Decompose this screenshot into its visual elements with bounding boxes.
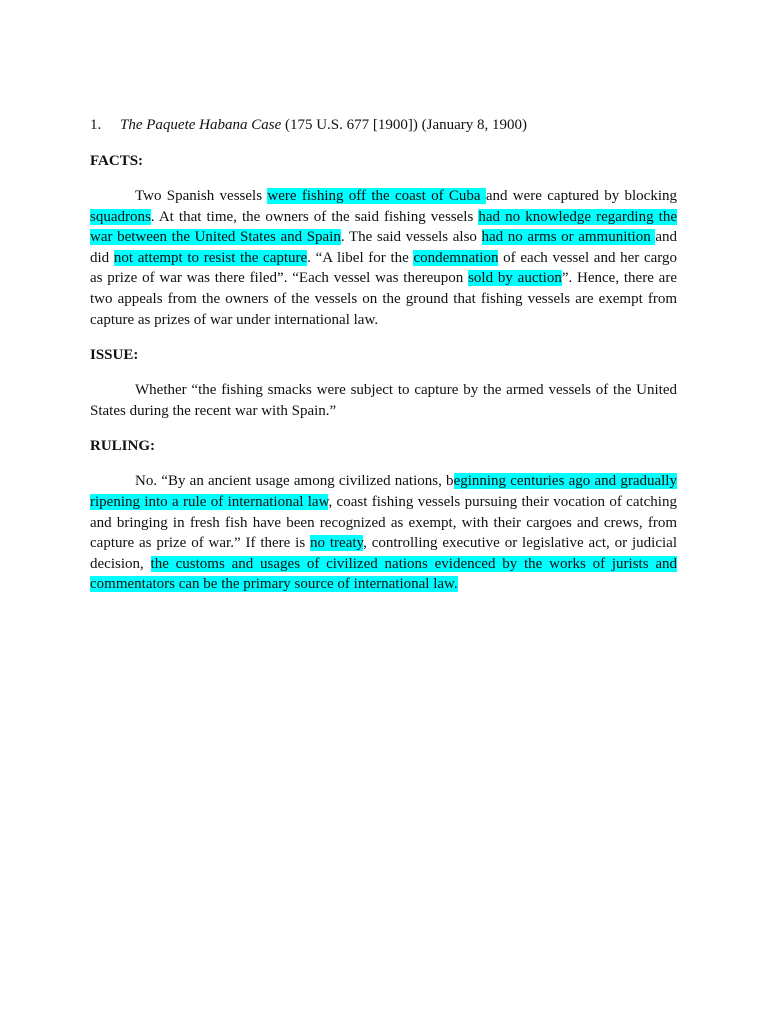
text-run: and did <box>90 229 678 266</box>
ruling-label: RULING: <box>90 438 156 455</box>
highlighted-text: sold by auction <box>468 270 562 287</box>
text-run: . At that time, the owners of the said fishing vessels <box>150 208 479 225</box>
facts-label: FACTS: <box>90 153 144 169</box>
text-run: , controlling executive or legislative act, or judicial decision, <box>90 535 677 572</box>
case-heading <box>90 114 677 136</box>
highlighted-text: condemnation <box>413 249 499 266</box>
ruling-paragraph <box>90 471 677 595</box>
facts-paragraph <box>90 186 677 330</box>
document-body <box>90 114 677 609</box>
highlighted-text: no treaty <box>310 535 364 552</box>
text-run: and were captured by blocking <box>485 188 677 204</box>
issue-paragraph <box>90 380 677 421</box>
text-run: . The said vessels also <box>340 229 482 246</box>
highlighted-text: not attempt to resist the capture <box>113 249 308 266</box>
highlighted-text: eginning centuries ago and gradually ripening into a rule of international law <box>90 473 677 510</box>
text-run: of each vessel and her cargo as prize of war was there filed”. “Each vessel was thereupon <box>90 249 678 287</box>
highlighted-text: the customs and usages of civilized nations evidenced by the works of jurists and commentators can be the primary source of international law. <box>90 555 677 593</box>
highlighted-text: had no arms or ammunition <box>481 229 656 246</box>
case-title: The Paquete Habana Case <box>120 117 282 133</box>
highlighted-text: had no knowledge regarding the war between the United States and Spain <box>90 208 677 246</box>
text-run: No. “By an ancient usage among civilized nations, b <box>135 473 454 490</box>
text-run: , coast fishing vessels pursuing their vocation of catching and bringing in fresh fish have been recognized as exempt, with their cargoes and crews, from capture as prize of war.” If there is <box>90 493 677 552</box>
case-number: 1. <box>90 117 102 133</box>
text-run: . “A libel for the <box>307 249 414 266</box>
text-run: ”. Hence, there are two appeals from the owners of the vessels on the ground that fishing vessels are exempt from capture as prizes of war under international law. <box>90 270 677 328</box>
case-citation: (175 U.S. 677 [1900]) (January 8, 1900) <box>281 117 528 133</box>
highlighted-text: squadrons <box>90 208 151 225</box>
issue-label: ISSUE: <box>90 347 139 364</box>
highlighted-text: were fishing off the coast of Cuba <box>267 188 486 204</box>
text-run: Whether “the fishing smacks were subject to capture by the armed vessels of the United States during the recent war with Spain.” <box>90 382 677 419</box>
text-run: Two Spanish vessels <box>135 188 268 204</box>
